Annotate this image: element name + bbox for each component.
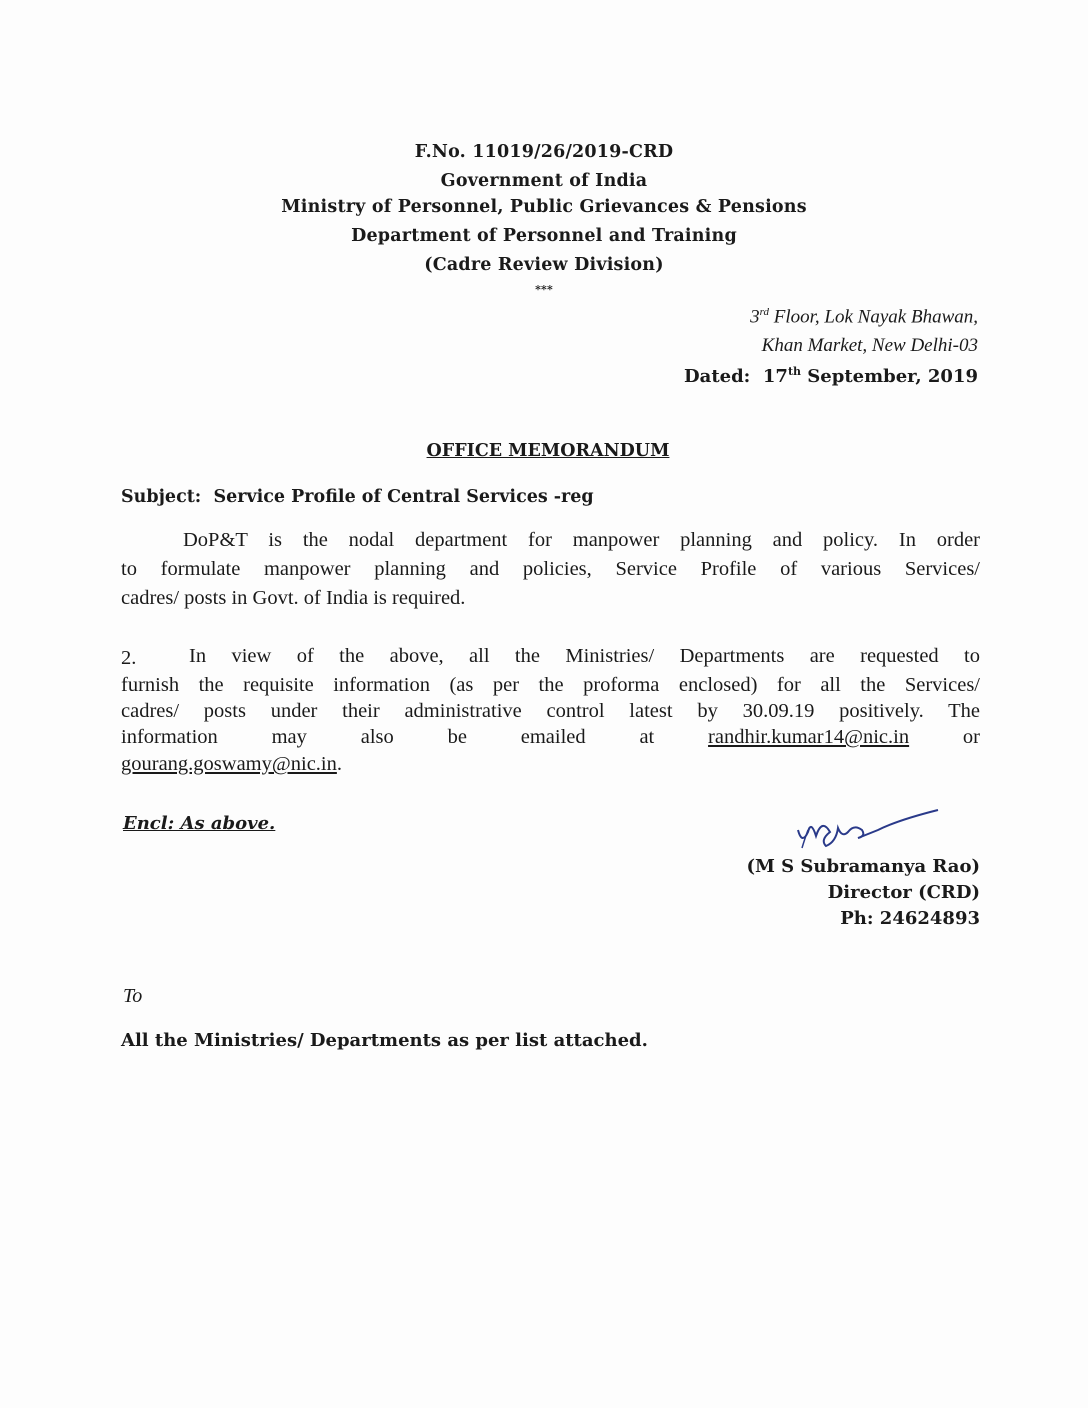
word: also — [360, 726, 394, 748]
memo-title: OFFICE MEMORANDUM — [426, 441, 670, 461]
recipients: All the Ministries/ Departments as per list attached. — [121, 1030, 648, 1051]
date-month-year: September, 2019 — [801, 366, 978, 387]
date-day: 17 — [762, 366, 788, 387]
email-link-gourang[interactable]: gourang.goswamy@nic.in — [121, 753, 337, 775]
para2-text: In view of the above, all the Ministries/ Departments are requested to — [189, 645, 980, 667]
signatory-designation: Director (CRD) — [827, 882, 980, 903]
para1-line — [183, 529, 980, 552]
separator-stars: *** — [535, 283, 553, 296]
para2-line — [121, 753, 980, 776]
para2-line — [121, 674, 980, 697]
para1-text: cadres/ posts in Govt. of India is required. — [121, 587, 466, 609]
email-link-randhir[interactable]: randhir.kumar14@nic.in — [708, 726, 910, 748]
government-heading: Government of India — [440, 171, 648, 191]
to-label: To — [123, 985, 143, 1007]
ministry-heading: Ministry of Personnel, Public Grievances & Pensions — [281, 197, 807, 217]
para2-line — [121, 700, 980, 723]
signatory-name: (M S Subramanya Rao) — [746, 856, 980, 877]
department-heading: Department of Personnel and Training — [351, 226, 737, 246]
para2-line — [189, 645, 980, 668]
signature-icon — [790, 800, 960, 860]
para2-line — [121, 726, 980, 749]
para1-text: DoP&T is the nodal department for manpower planning and policy. In order — [183, 529, 980, 551]
word: or — [962, 726, 980, 748]
date-suffix: th — [787, 365, 802, 378]
floor-number: 3 — [750, 306, 760, 328]
word: at — [639, 726, 655, 748]
para1-line — [121, 558, 980, 581]
para1-text: to formulate manpower planning and policies, Service Profile of various Services/ — [121, 558, 980, 580]
subject-label: Subject: — [121, 487, 202, 507]
signatory-phone: Ph: 24624893 — [840, 908, 980, 929]
word: emailed — [520, 726, 586, 748]
address-line-1-text: Floor, Lok Nayak Bhawan, — [769, 306, 978, 328]
address-line-2: Khan Market, New Delhi-03 — [761, 335, 978, 356]
date-line — [684, 365, 978, 387]
enclosure-note: Encl: As above. — [123, 813, 276, 834]
address-line-1 — [750, 306, 978, 328]
period: . — [336, 753, 342, 775]
word: be — [447, 726, 467, 748]
file-number: F.No. 11019/26/2019-CRD — [414, 142, 674, 162]
para1-line — [121, 587, 980, 610]
division-heading: (Cadre Review Division) — [424, 255, 664, 275]
subject-text: Service Profile of Central Services -reg — [213, 487, 594, 507]
floor-suffix: rd — [759, 306, 769, 318]
para2-text: cadres/ posts under their administrative control latest by 30.09.19 positively. The — [121, 700, 980, 722]
word: may — [271, 726, 307, 748]
word: information — [121, 726, 218, 748]
subject-line — [121, 487, 594, 507]
para2-number: 2. — [121, 647, 137, 669]
para2-text: furnish the requisite information (as per the proforma enclosed) for all the Services/ — [121, 674, 980, 696]
dated-label: Dated: — [684, 366, 751, 387]
